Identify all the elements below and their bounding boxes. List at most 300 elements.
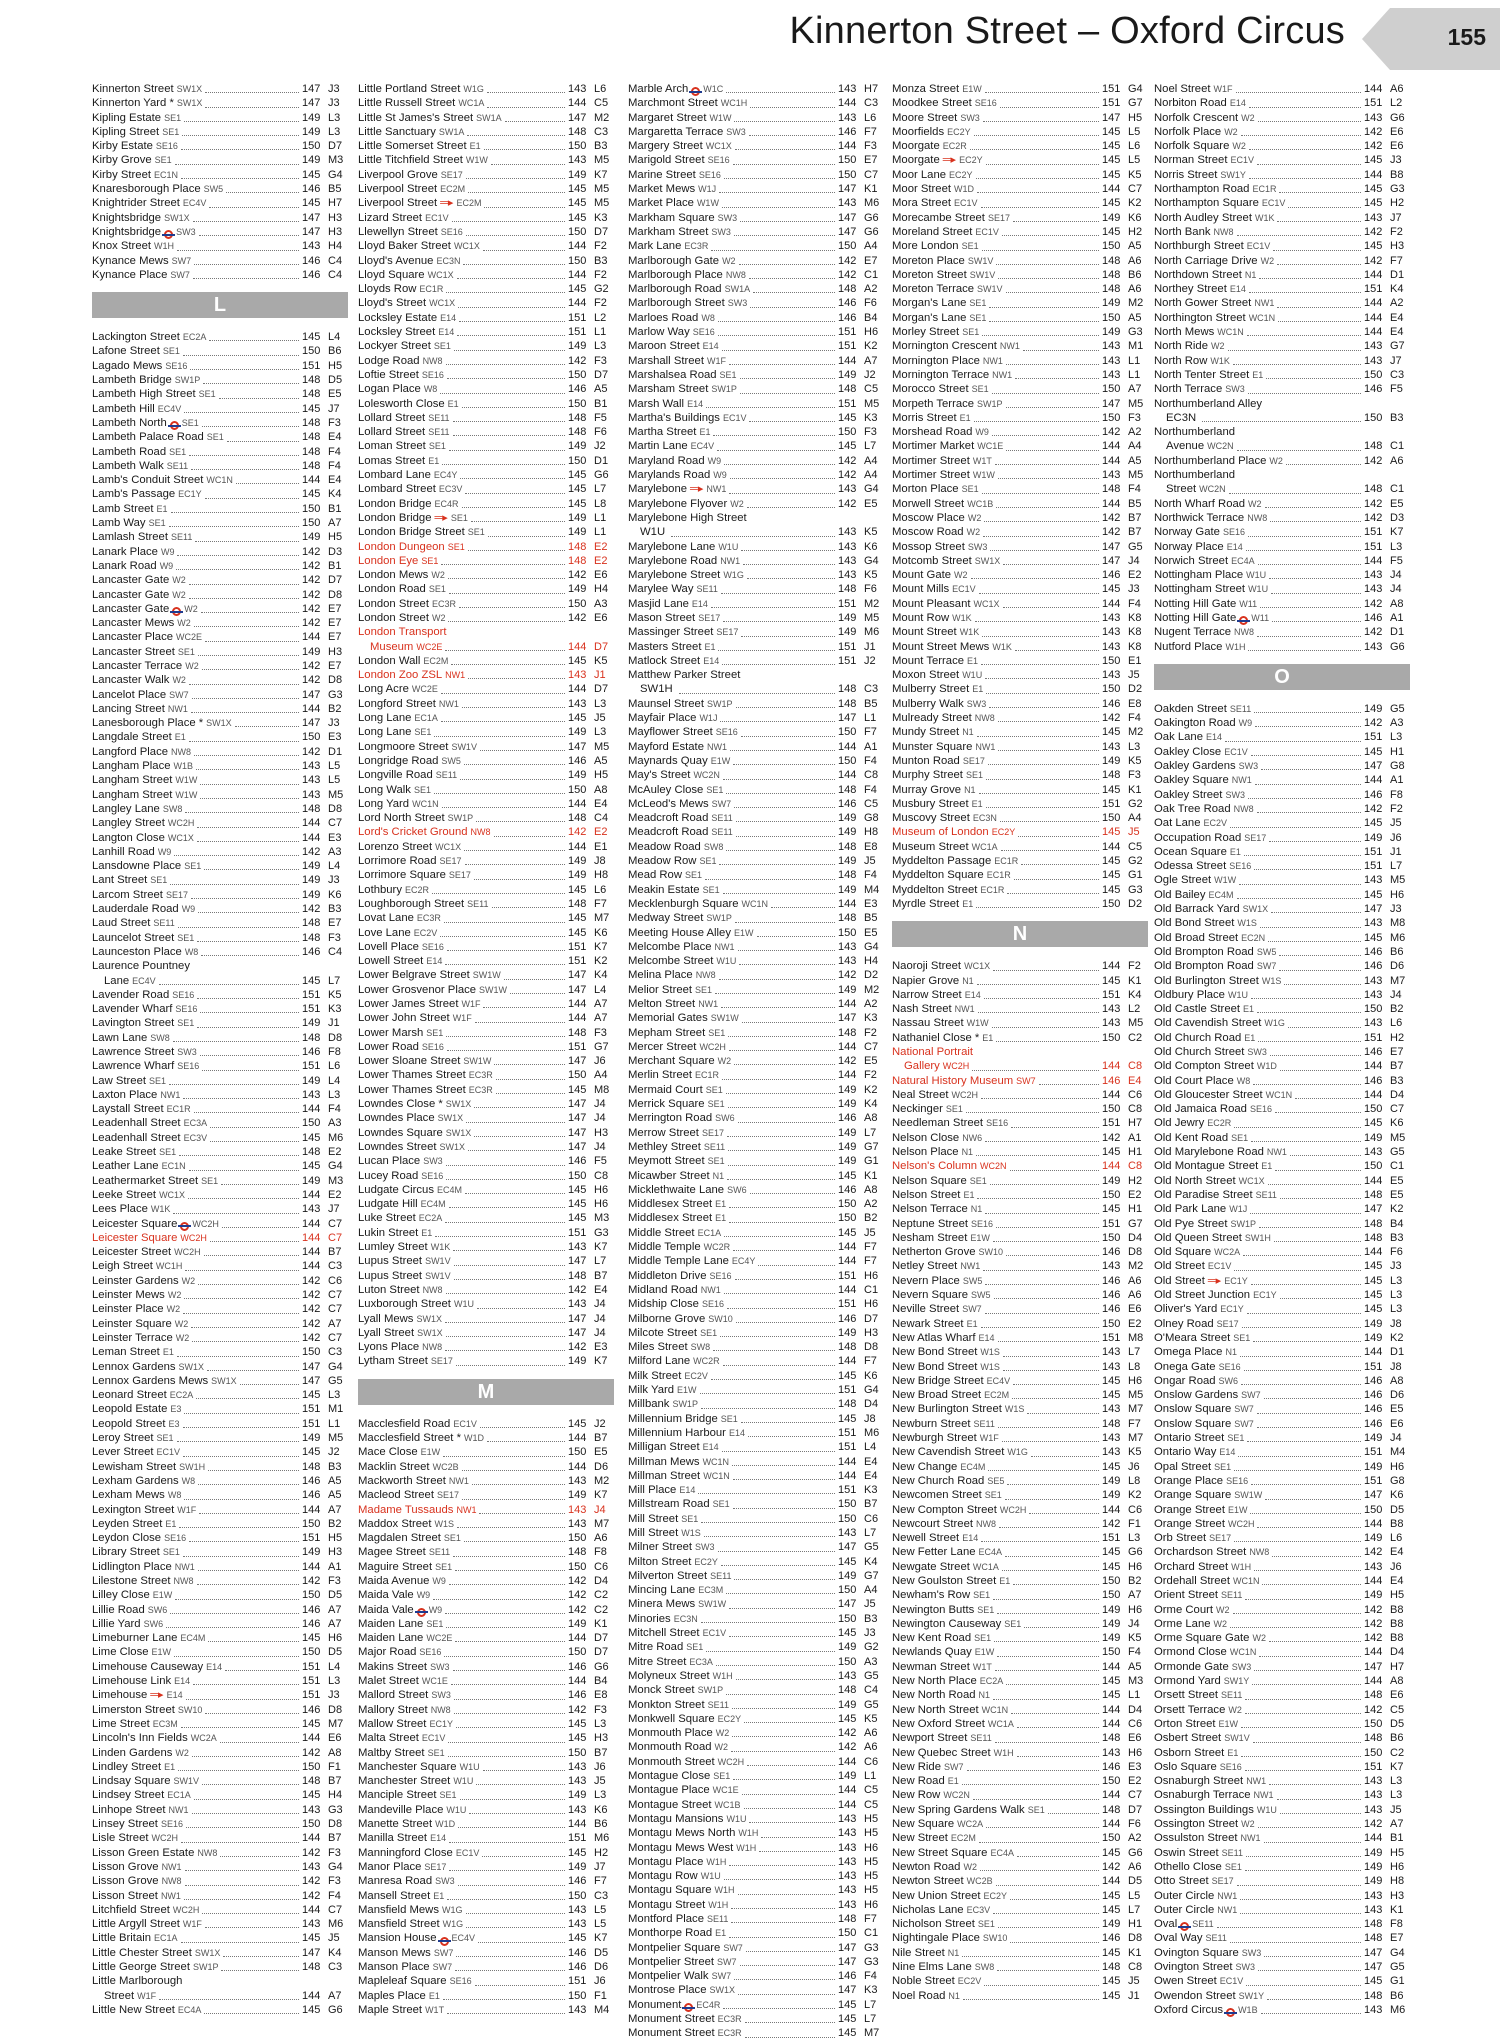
- postcode: SW1X: [709, 1985, 736, 1996]
- postcode: EC4A: [1231, 555, 1255, 566]
- street-name: Oliver's Yard: [1154, 1303, 1218, 1316]
- map-page-number: 145: [838, 440, 857, 453]
- postcode: W1H: [736, 1842, 757, 1853]
- map-page-number: 149: [838, 611, 857, 624]
- map-page-number: 151: [568, 326, 587, 339]
- postcode: WC2N: [693, 770, 720, 781]
- postcode: W1D: [1256, 1061, 1277, 1072]
- leader-dots: [446, 1179, 565, 1180]
- grid-reference: A1: [1128, 1131, 1142, 1144]
- index-entry: [628, 111, 884, 125]
- grid-reference: K5: [864, 569, 878, 582]
- street-name: Nugent Terrace: [1154, 626, 1232, 639]
- underground-station-icon: [1239, 616, 1248, 625]
- postcode: E14: [430, 1833, 447, 1844]
- street-name: Old Jamaica Road: [1154, 1103, 1247, 1116]
- postcode: E14: [174, 1676, 191, 1687]
- leader-dots: [1258, 1827, 1361, 1828]
- map-page-number: 150: [568, 597, 587, 610]
- grid-reference: M3: [328, 154, 344, 167]
- leader-dots: [722, 1451, 835, 1452]
- leader-dots: [184, 1899, 299, 1900]
- leader-dots: [698, 1493, 835, 1494]
- postcode: SE1: [177, 932, 195, 943]
- postcode: SW1A: [438, 126, 465, 137]
- leader-dots: [726, 1593, 835, 1594]
- map-page-number: 151: [302, 359, 321, 372]
- street-name: Old Barrack Yard: [1154, 903, 1240, 916]
- postcode: NW1: [1217, 1904, 1238, 1915]
- postcode: SW1X: [445, 1099, 472, 1110]
- street-name: Morris Street: [892, 411, 957, 424]
- leader-dots: [446, 1627, 565, 1628]
- index-entry: [358, 1326, 614, 1340]
- street-name: Nelson Terrace: [892, 1203, 968, 1216]
- leader-dots: [739, 264, 835, 265]
- map-page-number: 148: [1102, 1803, 1121, 1816]
- leader-dots: [734, 1064, 835, 1065]
- map-page-number: 145: [568, 197, 587, 210]
- postcode: SW1P: [447, 813, 474, 824]
- postcode: E1: [1244, 1032, 1256, 1043]
- grid-reference: L5: [1128, 1889, 1141, 1902]
- leader-dots: [166, 1627, 299, 1628]
- postcode: SW1X: [417, 1327, 443, 1338]
- grid-reference: J5: [328, 1932, 340, 1945]
- map-page-number: 143: [1102, 626, 1121, 639]
- grid-reference: E4: [1390, 1546, 1404, 1559]
- leader-dots: [474, 879, 565, 880]
- grid-reference: K4: [328, 488, 342, 501]
- index-entry: [358, 525, 614, 539]
- index-entry: [892, 840, 1148, 854]
- map-page-number: 142: [1102, 511, 1121, 524]
- postcode: SW7: [1234, 1418, 1254, 1429]
- street-name: Lennox Gardens: [92, 1360, 176, 1373]
- index-entry: [892, 1474, 1148, 1488]
- grid-reference: E3: [594, 1341, 608, 1354]
- postcode: SE1: [708, 1027, 726, 1038]
- leader-dots: [220, 1856, 299, 1857]
- leader-dots: [722, 664, 835, 665]
- leader-dots: [989, 307, 1099, 308]
- map-page-number: 145: [302, 2003, 321, 2016]
- leader-dots: [706, 407, 835, 408]
- map-page-number: 151: [1364, 1446, 1383, 1459]
- postcode: W1K: [1254, 212, 1275, 223]
- map-page-number: 145: [568, 926, 587, 939]
- grid-reference: C1: [1390, 483, 1405, 496]
- map-page-number: 145: [838, 1412, 857, 1425]
- leader-dots: [1245, 1599, 1361, 1600]
- map-page-number: 150: [1102, 812, 1121, 825]
- index-entry: [892, 1603, 1148, 1617]
- postcode: EC3R: [468, 1070, 493, 1081]
- street-name: Nelson Square: [892, 1174, 967, 1187]
- postcode: SE1: [971, 384, 989, 395]
- leader-dots: [193, 1684, 299, 1685]
- postcode: WC2H: [192, 1218, 219, 1229]
- street-name: Milford Lane: [628, 1355, 691, 1368]
- leader-dots: [202, 426, 299, 427]
- grid-reference: F7: [864, 1255, 877, 1268]
- grid-reference: H6: [1128, 1374, 1143, 1387]
- postcode: E1: [947, 1776, 959, 1787]
- postcode: W2: [954, 570, 968, 581]
- grid-reference: L6: [594, 83, 607, 95]
- map-page-number: 144: [1102, 440, 1121, 453]
- index-entry: [92, 516, 348, 530]
- postcode: SW3: [176, 226, 196, 237]
- street-name: New Cavendish Street: [892, 1446, 1005, 1459]
- index-entry: [92, 1274, 348, 1288]
- map-page-number: 147: [568, 1140, 587, 1153]
- leader-dots: [974, 135, 1099, 136]
- leader-dots: [1248, 798, 1361, 799]
- map-page-number: 150: [1102, 411, 1121, 424]
- index-entry: [892, 1574, 1148, 1588]
- grid-reference: A4: [864, 454, 878, 467]
- grid-reference: A5: [594, 754, 608, 767]
- grid-reference: G3: [1390, 183, 1405, 196]
- map-page-number: 148: [302, 802, 321, 815]
- postcode: E1: [715, 1213, 727, 1224]
- street-name: Long Acre: [358, 683, 409, 696]
- index-entry: [1154, 730, 1410, 744]
- map-page-number: 143: [838, 1898, 857, 1911]
- index-entry: [358, 926, 614, 940]
- index-entry: [92, 402, 348, 416]
- index-entry: [358, 139, 614, 153]
- street-name: Onslow Square: [1154, 1403, 1232, 1416]
- street-name: Lancelot Place: [92, 688, 167, 701]
- street-name: Norfolk Place: [1154, 125, 1222, 138]
- leader-dots: [747, 578, 835, 579]
- postcode: W2: [1241, 1819, 1255, 1830]
- index-entry: [628, 897, 884, 911]
- index-entry: [1154, 254, 1410, 268]
- grid-reference: J6: [1390, 831, 1402, 844]
- postcode: EC3V: [966, 1904, 991, 1915]
- leader-dots: [458, 1827, 565, 1828]
- postcode: NW1: [160, 1890, 181, 1901]
- street-name: North Gower Street: [1154, 297, 1252, 310]
- street-name: Little George Street: [92, 1961, 190, 1973]
- index-entry: [92, 1174, 348, 1188]
- street-name: Markham Square: [628, 211, 715, 224]
- rail-station-icon: ═▸: [690, 483, 704, 496]
- grid-reference: E4: [594, 797, 608, 810]
- postcode: SW3: [717, 212, 738, 223]
- grid-reference: B6: [1390, 1989, 1404, 2002]
- grid-reference: K8: [1128, 640, 1142, 653]
- index-entry: [628, 1526, 884, 1540]
- index-entry: [358, 1083, 614, 1097]
- grid-reference: J4: [594, 1503, 606, 1516]
- street-name: Marigold Street: [628, 154, 705, 167]
- map-page-number: 144: [302, 1560, 321, 1573]
- street-name: Monument Street: [628, 2013, 715, 2026]
- postcode: W9: [975, 427, 989, 438]
- street-name: Melior Street: [628, 983, 693, 996]
- street-name: Marlborough Gate: [628, 254, 720, 267]
- map-page-number: 146: [1364, 1374, 1383, 1387]
- street-name: Marloes Road: [628, 311, 699, 324]
- street-name: Lindsay Square: [92, 1775, 171, 1788]
- grid-reference: E6: [1390, 125, 1404, 138]
- grid-reference: H8: [594, 869, 609, 882]
- street-name: Long Yard: [358, 797, 410, 810]
- street-name: North Tenter Street: [1154, 368, 1250, 381]
- index-entry: [92, 545, 348, 559]
- leader-dots: [740, 221, 835, 222]
- map-page-number: 148: [568, 411, 587, 424]
- grid-reference: L5: [328, 760, 341, 773]
- street-name: New Road: [892, 1775, 945, 1788]
- postcode: SE1: [719, 369, 737, 380]
- leader-dots: [733, 1250, 835, 1251]
- leader-dots: [1251, 755, 1361, 756]
- street-name: Moreton Terrace: [892, 283, 975, 296]
- postcode: WC2N: [980, 1161, 1007, 1172]
- postcode: W2: [967, 512, 982, 523]
- leader-dots: [480, 750, 565, 751]
- street-name: Morshead Road: [892, 426, 973, 439]
- leader-dots: [460, 779, 565, 780]
- postcode: SE1: [1231, 1132, 1249, 1143]
- postcode: SE11: [711, 827, 733, 838]
- postcode: SE1: [177, 646, 195, 657]
- grid-reference: J4: [594, 1112, 606, 1125]
- postcode: NW8: [1234, 627, 1255, 638]
- street-name: Major Road: [358, 1646, 417, 1659]
- grid-reference: B7: [328, 1775, 342, 1788]
- street-name: Lisle Street: [92, 1832, 149, 1845]
- index-entry: [892, 811, 1148, 825]
- map-page-number: 145: [838, 1226, 857, 1239]
- street-name: Othello Close: [1154, 1860, 1222, 1873]
- grid-reference: G5: [328, 1374, 343, 1387]
- grid-reference: F2: [1390, 225, 1403, 238]
- street-name: Mark Lane: [628, 240, 682, 253]
- street-name: Nottingham Place: [1154, 569, 1244, 582]
- leader-dots: [181, 1727, 299, 1728]
- postcode: W8: [423, 384, 438, 395]
- leader-dots: [440, 936, 565, 937]
- index-entry: [628, 1140, 884, 1154]
- postcode: EC1V: [156, 1447, 181, 1458]
- map-page-number: 147: [568, 969, 587, 982]
- postcode: E1: [959, 412, 971, 423]
- street-name: Locksley Street: [358, 326, 436, 339]
- map-page-number: 149: [838, 855, 857, 868]
- leader-dots: [989, 321, 1099, 322]
- index-entry: [1154, 1774, 1410, 1788]
- map-page-number: 145: [1364, 183, 1383, 196]
- map-page-number: 150: [568, 1069, 587, 1082]
- index-entry: [1154, 282, 1410, 296]
- leader-dots: [235, 726, 299, 727]
- grid-reference: E5: [864, 1055, 878, 1068]
- grid-reference: C2: [594, 1603, 609, 1616]
- index-entry: [358, 368, 614, 382]
- map-page-number: 150: [838, 1584, 857, 1597]
- grid-reference: A4: [864, 1584, 878, 1597]
- grid-reference: J6: [594, 1055, 606, 1068]
- map-page-number: 148: [1364, 1231, 1383, 1244]
- index-entry: [358, 1054, 614, 1068]
- leader-dots: [443, 1999, 565, 2000]
- postcode: SW10: [978, 1247, 1004, 1258]
- index-entry: [892, 1889, 1148, 1903]
- grid-reference: D5: [594, 1946, 609, 1959]
- index-entry: [628, 1054, 884, 1068]
- street-name: Lilestone Street: [92, 1574, 171, 1587]
- grid-reference: A7: [328, 517, 342, 530]
- postcode: E14: [440, 312, 457, 323]
- grid-reference: L1: [1128, 354, 1141, 367]
- leader-dots: [983, 1270, 1099, 1271]
- postcode: SW6: [715, 1113, 735, 1124]
- grid-reference: L3: [1390, 731, 1403, 744]
- index-entry: [892, 497, 1148, 511]
- postcode: SE17: [1209, 1533, 1232, 1544]
- underground-station-icon: [172, 607, 181, 616]
- map-page-number: 149: [838, 1770, 857, 1783]
- grid-reference: M7: [1390, 974, 1406, 987]
- grid-reference: E5: [1390, 1403, 1404, 1416]
- grid-reference: K3: [864, 1484, 878, 1497]
- index-entry: [92, 211, 348, 225]
- index-entry: [92, 1388, 348, 1402]
- map-page-number: 145: [302, 1932, 321, 1945]
- grid-reference: C7: [328, 817, 343, 830]
- leader-dots: [720, 1336, 835, 1337]
- postcode: EC1V: [702, 1628, 727, 1639]
- leader-dots: [736, 707, 836, 708]
- index-entry: [358, 1297, 614, 1311]
- index-entry: [358, 1631, 614, 1645]
- postcode: NW8: [161, 1876, 182, 1887]
- index-entry: [628, 740, 884, 754]
- map-page-number: 144: [838, 1784, 857, 1797]
- grid-reference: A5: [1128, 311, 1142, 324]
- postcode: W1H: [1231, 1561, 1252, 1572]
- leader-dots: [454, 1713, 565, 1714]
- grid-reference: B5: [864, 912, 878, 925]
- leader-dots: [475, 1985, 565, 1986]
- street-name: Lant Street: [92, 874, 148, 887]
- grid-reference: G7: [1390, 340, 1405, 353]
- street-name: Norway Gate: [1154, 526, 1220, 539]
- postcode: SE16: [709, 1270, 732, 1281]
- leader-dots: [184, 121, 299, 122]
- index-entry: [628, 254, 884, 268]
- leader-dots: [483, 250, 565, 251]
- street-name: London Bridge Street: [358, 526, 465, 539]
- index-entry: [892, 1917, 1148, 1931]
- index-entry: [628, 697, 884, 711]
- leader-dots: [729, 493, 835, 494]
- street-name: Leonard Street: [92, 1389, 167, 1402]
- grid-reference: A6: [1390, 83, 1404, 95]
- map-page-number: 142: [302, 1317, 321, 1330]
- postcode: W1U: [446, 1804, 467, 1815]
- map-page-number: 142: [568, 1703, 587, 1716]
- postcode: EC1V: [1224, 746, 1248, 757]
- index-entry: [1154, 1660, 1410, 1674]
- grid-reference: E4: [594, 1283, 608, 1296]
- leader-dots: [1241, 1756, 1361, 1757]
- index-entry: [1154, 1059, 1410, 1073]
- leader-dots: [189, 684, 299, 685]
- index-entry: [92, 1817, 348, 1831]
- postcode: SE16: [419, 1647, 442, 1658]
- leader-dots: [749, 135, 835, 136]
- grid-reference: C3: [328, 1961, 343, 1973]
- map-page-number: 151: [838, 1441, 857, 1454]
- postcode: W1U: [1227, 989, 1248, 1000]
- grid-reference: H6: [864, 326, 879, 339]
- index-entry: [628, 1869, 884, 1883]
- grid-reference: A7: [594, 998, 608, 1010]
- street-name: Murphy Street: [892, 769, 963, 782]
- index-entry: [892, 1274, 1148, 1288]
- map-page-number: 149: [1102, 297, 1121, 310]
- index-entry: [92, 1560, 348, 1574]
- street-name: Marylebone Road: [628, 554, 718, 567]
- street-name: Lamb's Conduit Street: [92, 474, 204, 487]
- map-page-number: 151: [1102, 797, 1121, 810]
- postcode: SW1X: [194, 1947, 221, 1958]
- street-name: Netley Street: [892, 1260, 958, 1273]
- postcode: WC1A: [972, 1561, 999, 1572]
- grid-reference: J3: [328, 97, 340, 110]
- grid-reference: K6: [864, 540, 878, 553]
- grid-reference: C7: [864, 168, 879, 181]
- index-entry: [1154, 845, 1410, 859]
- grid-reference: B3: [1390, 1231, 1404, 1244]
- map-page-number: 142: [568, 569, 587, 582]
- street-name: Lees Place: [92, 1203, 148, 1216]
- index-entry: [1154, 1445, 1410, 1459]
- postcode: EC4R: [434, 498, 459, 509]
- leader-dots: [466, 1122, 565, 1123]
- map-page-number: 148: [568, 1026, 587, 1039]
- map-page-number: 149: [838, 1326, 857, 1339]
- leader-dots: [1270, 521, 1361, 522]
- leader-dots: [479, 1513, 565, 1514]
- street-name: Micawber Street: [628, 1169, 710, 1182]
- index-entry: [628, 1812, 884, 1826]
- street-name: New Street: [892, 1832, 948, 1845]
- index-entry: [358, 339, 614, 353]
- map-page-number: 146: [302, 1489, 321, 1502]
- leader-dots: [451, 664, 565, 665]
- postcode: SE1: [1227, 1433, 1245, 1444]
- street-name: Methley Street: [628, 1140, 701, 1153]
- leader-dots: [1280, 1198, 1361, 1199]
- index-entry: [628, 1983, 884, 1997]
- index-entry: [92, 702, 348, 716]
- street-name: Nathaniel Close *: [892, 1031, 980, 1044]
- street-name: Norbiton Road: [1154, 97, 1227, 110]
- postcode: NW8: [197, 1847, 218, 1858]
- index-entry: [358, 1154, 614, 1168]
- leader-dots: [1014, 879, 1099, 880]
- postcode: NW8: [422, 355, 443, 366]
- map-page-number: 143: [838, 1812, 857, 1825]
